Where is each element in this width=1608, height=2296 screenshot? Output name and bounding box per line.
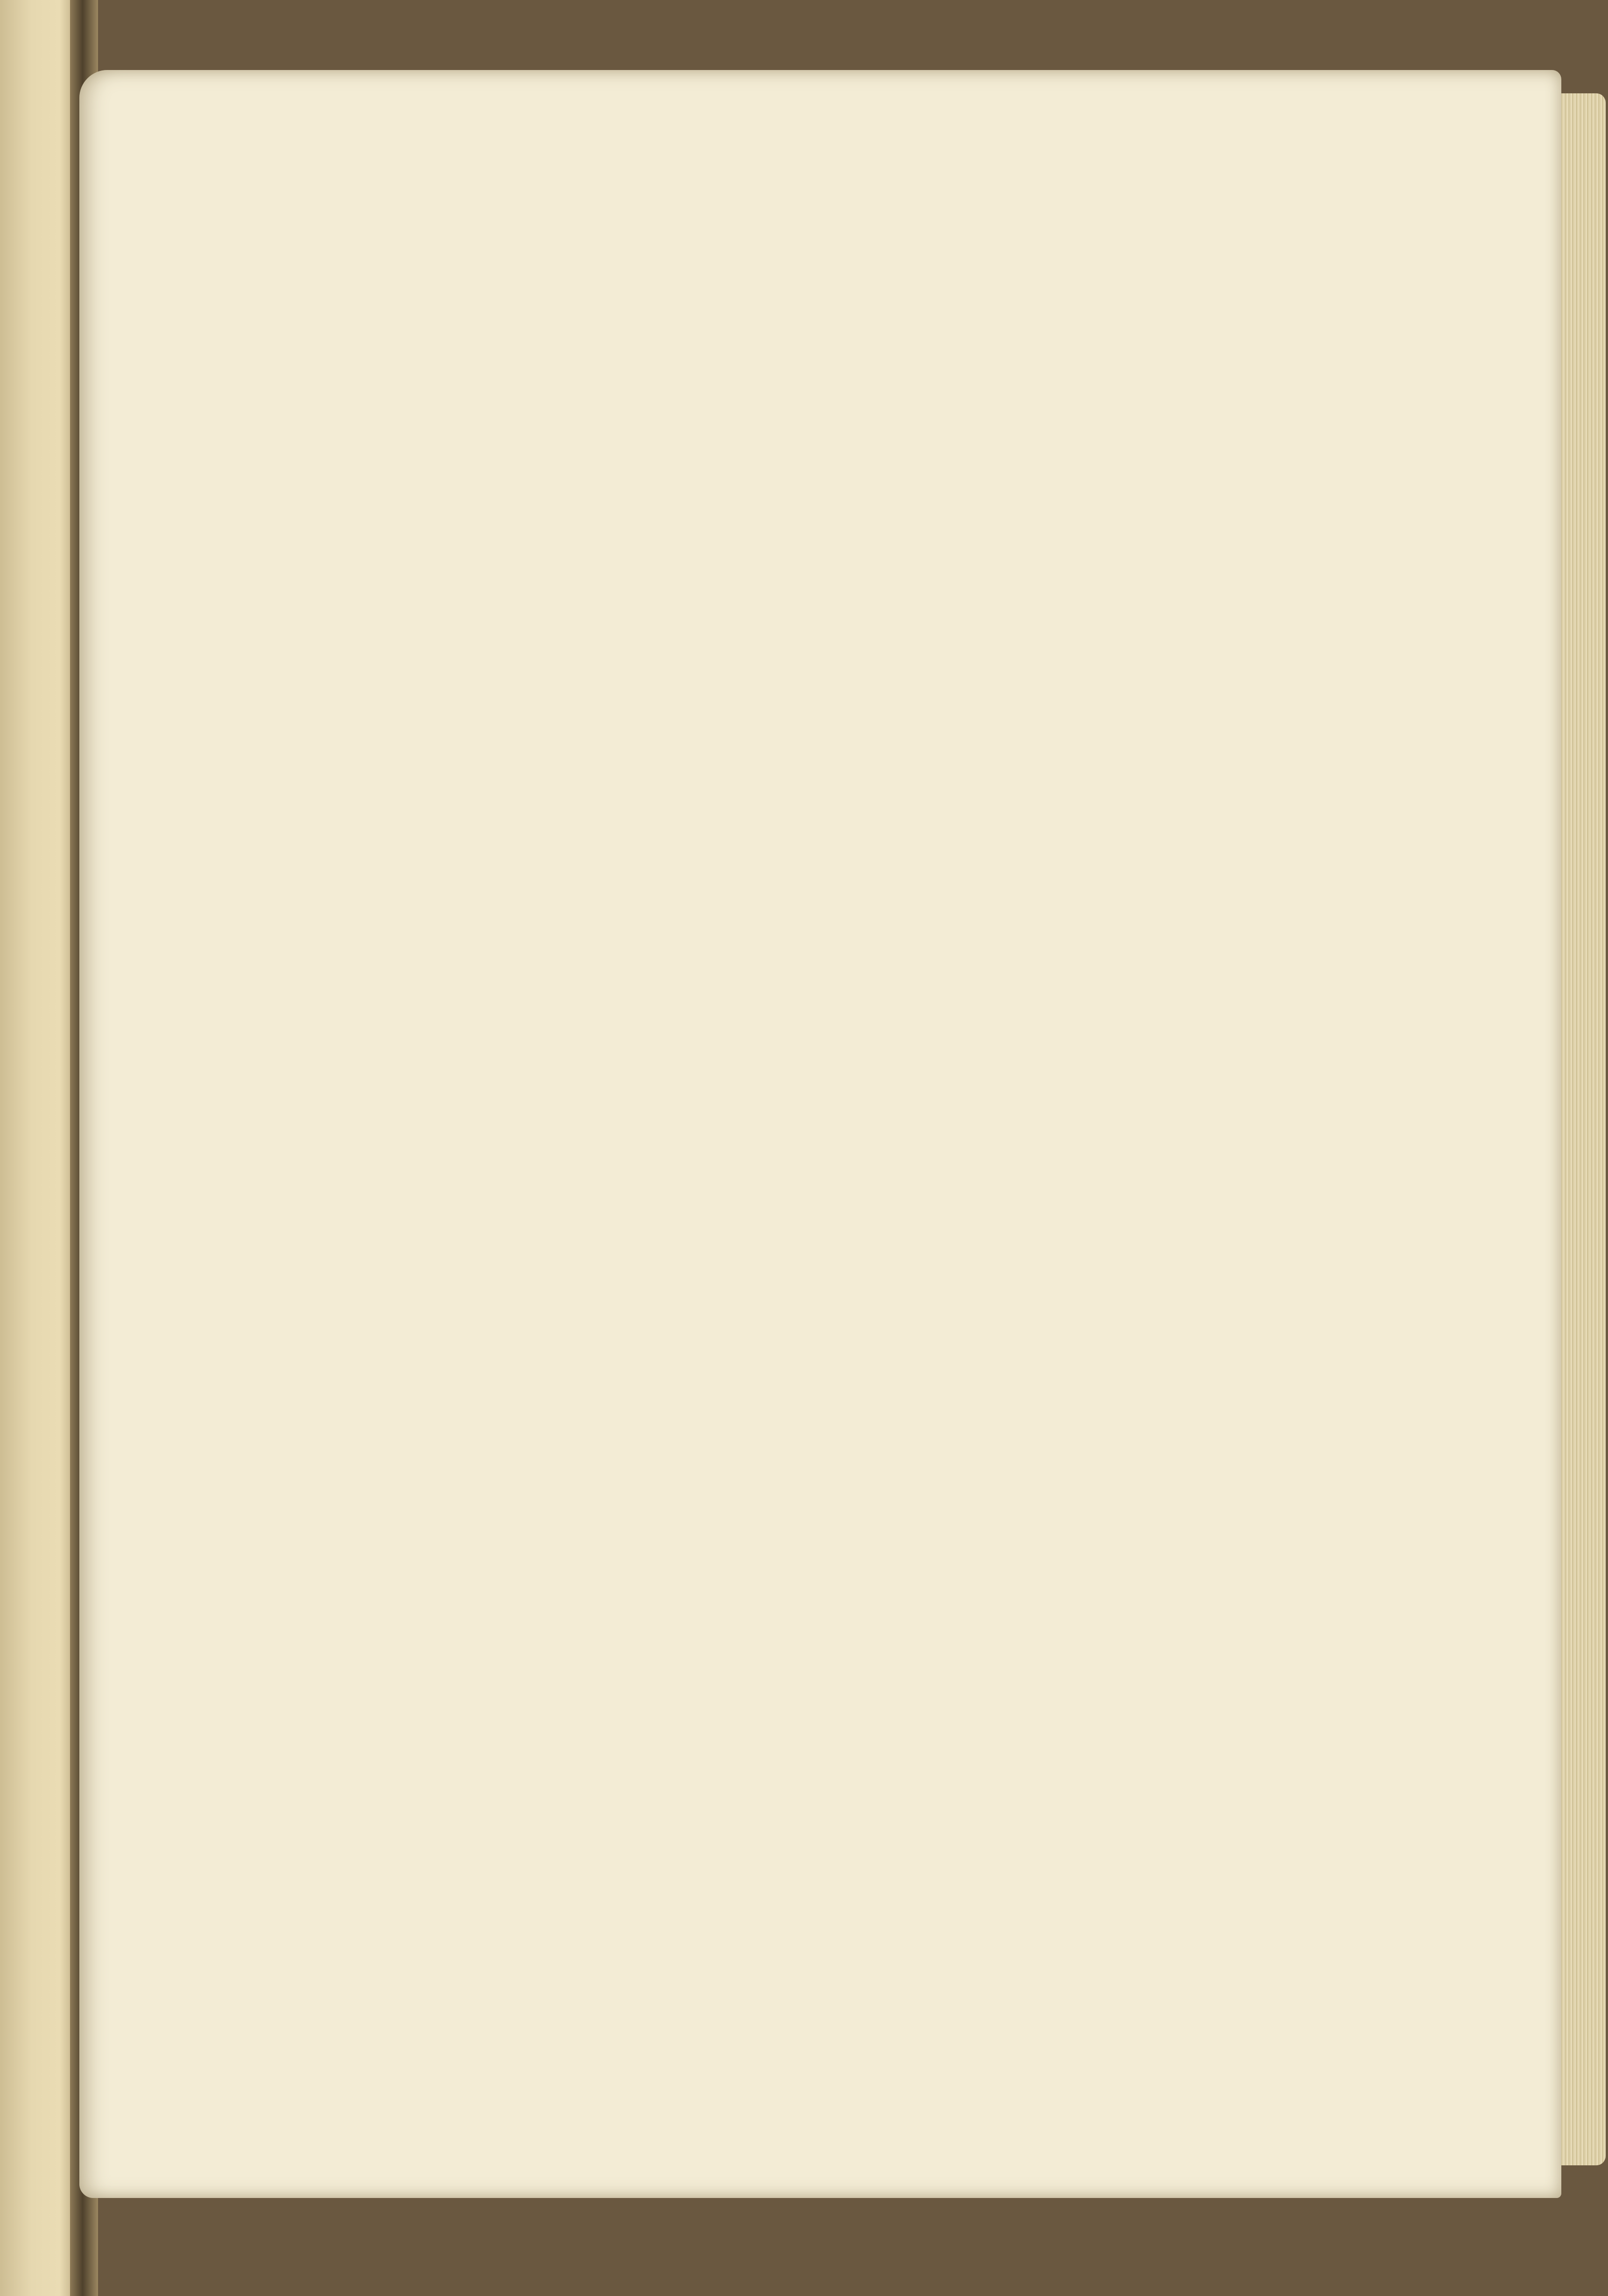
manuscript-page [79, 70, 1561, 2198]
decorated-initial [306, 1323, 418, 1472]
page-fore-edge [1559, 93, 1606, 2165]
facing-page-edge [0, 0, 79, 2296]
